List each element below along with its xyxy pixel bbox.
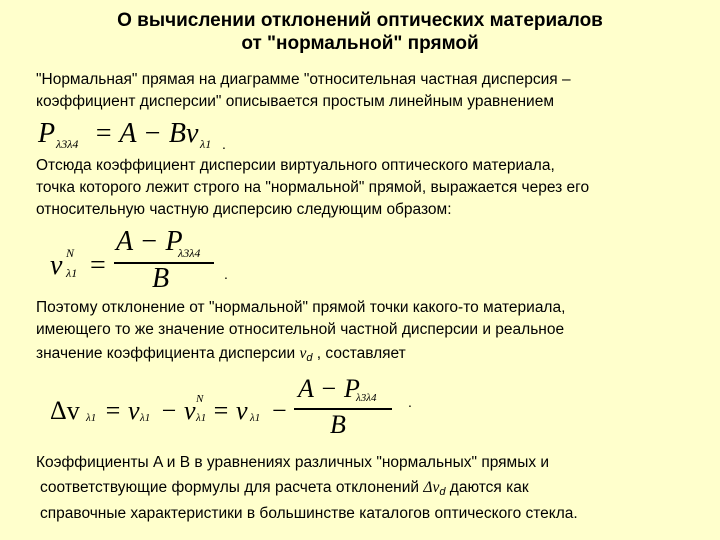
formula-2-end: . (224, 266, 228, 282)
paragraph-4-line-3: справочные характеристики в большинстве каталогов оптического стекла. (40, 505, 578, 522)
formula-3-delta-v: Δv (50, 396, 80, 425)
formula-2-numerator-subscript: λ3λ4 (178, 246, 201, 260)
formula-1-P: P (38, 118, 56, 149)
formula-3-equals-v-2: = v (212, 396, 248, 425)
nu-d-subscript: d (306, 352, 313, 364)
delta-nu-d-subscript: d (439, 486, 446, 498)
formula-3-numerator: A − P (298, 374, 360, 403)
formula-3-denominator: B (330, 410, 346, 439)
formula-2-numerator: A − P (116, 226, 183, 257)
paragraph-2-line-3: относительную частную дисперсию следующим образом: (36, 201, 452, 218)
formula-3-v-subscript: λ1 (140, 412, 151, 424)
page-title-line-1: О вычислении отклонений оптических материалов (117, 10, 603, 31)
paragraph-2-line-2: точка которого лежит строго на "нормальной" прямой, выражается через его (36, 179, 590, 196)
formula-2-v: v (50, 250, 63, 281)
formula-1-v-subscript: λ1 (200, 137, 212, 151)
paragraph-4-line-2 (40, 477, 529, 503)
formula-1-rhs: = A − Bv (94, 118, 199, 149)
formula-2-v-superscript: N (66, 246, 75, 260)
formula-3-equals-v: = v (104, 396, 140, 425)
paragraph-1-line-1: "Нормальная" прямая на диаграмме "относительная частная дисперсия – (36, 71, 571, 88)
formula-3-numerator-subscript: λ3λ4 (356, 392, 377, 404)
paragraph-4-line-2-text: соответствующие формулы для расчета отклонений (40, 479, 424, 496)
formula-3-v2-subscript: λ1 (250, 412, 261, 424)
delta-nu-d-symbol: Δν (423, 479, 440, 496)
paragraph-4-line-2-tail: даются как (445, 479, 529, 496)
paragraph-1-line-2: коэффициент дисперсии" описывается простым линейным уравнением (36, 93, 554, 110)
formula-3-minus: − (272, 396, 287, 425)
paragraph-2-line-1: Отсюда коэффициент дисперсии виртуального оптического материала, (36, 157, 555, 174)
paragraph-3-line-1: Поэтому отклонение от "нормальной" прямой точки какого-то материала, (36, 299, 566, 316)
page-title-line-2: от "нормальной" прямой (241, 33, 479, 54)
formula-3-minus-vN: − v (160, 396, 196, 425)
formula-2-equals: = (90, 250, 106, 281)
formula-3-vN-subscript: λ1 (196, 412, 207, 424)
paragraph-4-line-1: Коэффициенты A и B в уравнениях различных "нормальных" прямых и (36, 454, 550, 471)
formula-3-vN-superscript: N (196, 393, 204, 405)
formula-2-v-subscript: λ1 (66, 266, 78, 280)
formula-1-P-subscript: λ3λ4 (56, 137, 79, 151)
paragraph-3-line-2: имеющего то же значение относительной частной дисперсии и реальное (36, 321, 565, 338)
formula-1-end: . (222, 136, 226, 152)
formula-3-delta-v-subscript: λ1 (86, 412, 97, 424)
paragraph-3-line-3-tail: , составляет (312, 345, 406, 362)
formula-2-denominator: B (152, 263, 170, 294)
paragraph-3-line-3 (36, 343, 406, 369)
formula-3-end: . (408, 394, 412, 410)
nu-d-symbol: ν (299, 345, 307, 362)
paragraph-3-line-3-text: значение коэффициента дисперсии (36, 345, 300, 362)
